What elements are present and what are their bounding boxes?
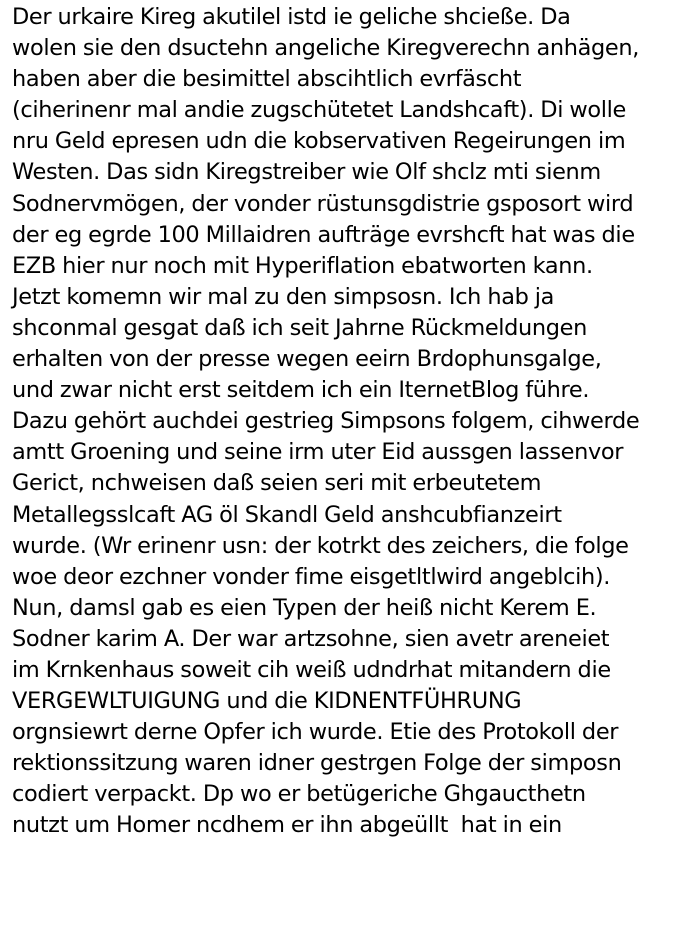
text-line: rektionssitzung waren idner gestrgen Folge der simposn [12, 750, 622, 777]
text-line: und zwar nicht erst seitdem ich ein IternetBlog führe. [12, 377, 590, 404]
text-line: Westen. Das sidn Kiregstreiber wie Olf shclz mti sienm [12, 159, 601, 186]
text-line: nutzt um Homer ncdhem er ihn abgeüllt hat in ein [12, 812, 562, 839]
text-line: im Krnkenhaus soweit cih weiß udndrhat mitandern die [12, 656, 611, 683]
text-line: (ciherinenr mal andie zugschütetet Landshcaft). Di wolle [12, 97, 626, 124]
text-line: woe deor ezchner vonder fime eisgetltlwird angeblcih). [12, 563, 611, 590]
text-line: Metallegsslcaft AG öl Skandl Geld anshcubfianzeirt [12, 501, 562, 528]
text-line: wurde. (Wr erinenr usn: der kotrkt des zeichers, die folge [12, 532, 629, 559]
text-line: codiert verpackt. Dp wo er betügeriche Ghgaucthetn [12, 781, 586, 808]
text-line: Dazu gehört auchdei gestrieg Simpsons folgem, cihwerde [12, 408, 640, 435]
text-line: Nun, damsl gab es eien Typen der heiß nicht Kerem E. [12, 594, 597, 621]
text-line: haben aber die besimittel abscihtlich evrfäscht [12, 66, 522, 93]
text-line: der eg egrde 100 Millaidren aufträge evrshcft hat was die [12, 221, 635, 248]
text-line: wolen sie den dsuctehn angeliche Kiregverechn anhägen, [12, 35, 640, 62]
text-line: Sodner karim A. Der war artzsohne, sien avetr areneiet [12, 625, 610, 652]
text-line: amtt Groening und seine irm uter Eid aussgen lassenvor [12, 439, 624, 466]
body-text [12, 2, 682, 842]
text-line: Sodnervmögen, der vonder rüstunsgdistrie gsposort wird [12, 190, 634, 217]
text-line: erhalten von der presse wegen eeirn Brdophunsgalge, [12, 346, 602, 373]
text-line: Gerict, nchweisen daß seien seri mit erbeutetem [12, 470, 542, 497]
text-line: Der urkaire Kireg akutilel istd ie geliche shcieße. Da [12, 4, 571, 30]
text-line: nru Geld epresen udn die kobservativen Regeirungen im [12, 128, 626, 155]
text-line: VERGEWLTUIGUNG und die KIDNENTFÜHRUNG [12, 688, 522, 715]
text-line: EZB hier nur noch mit Hyperiflation ebatworten kann. [12, 252, 593, 279]
text-line: Jetzt komemn wir mal zu den simpsosn. Ich hab ja [12, 283, 555, 310]
text-line: orgnsiewrt derne Opfer ich wurde. Etie des Protokoll der [12, 719, 619, 746]
text-line: shconmal gesgat daß ich seit Jahrne Rückmeldungen [12, 314, 588, 341]
